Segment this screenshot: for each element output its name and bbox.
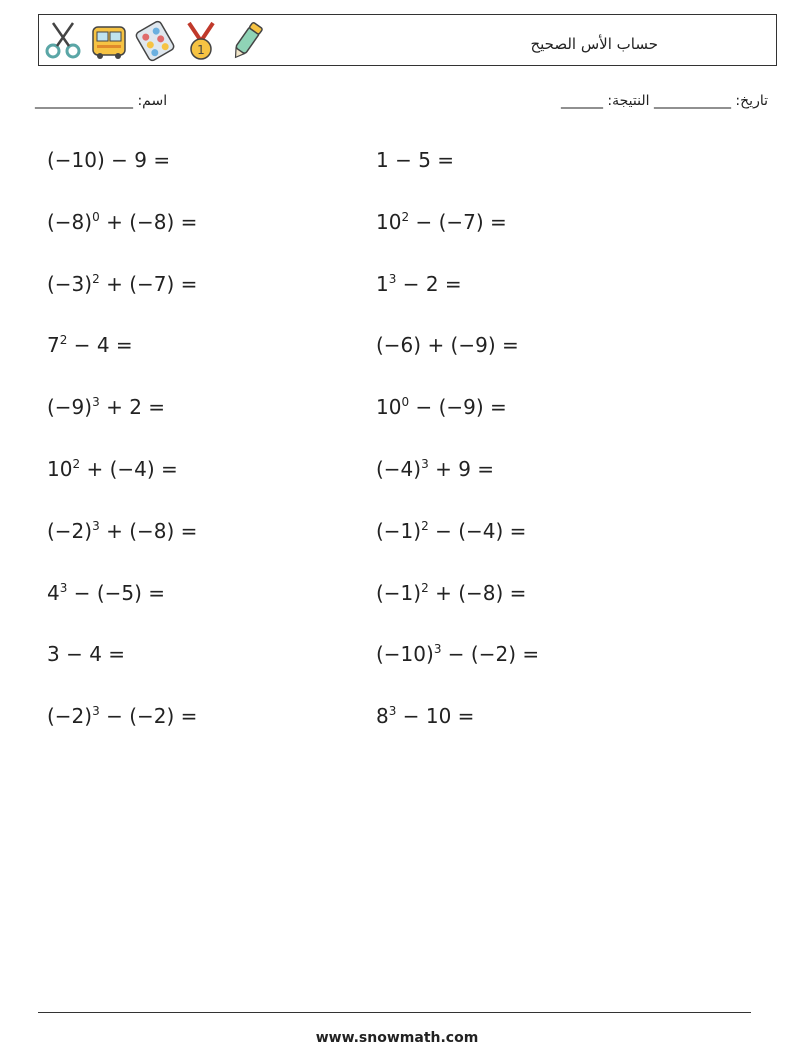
problem-right-9 xyxy=(376,642,539,666)
problem-exponent: 0 xyxy=(401,395,410,410)
problem-rest: + (−8) = xyxy=(428,580,527,605)
date-score-field: ______ :تاريخ: ___________ النتيجة xyxy=(560,93,768,109)
name-field: ______________ :اسم xyxy=(35,93,168,109)
problem-left-3 xyxy=(47,272,197,296)
problem-exponent: 2 xyxy=(72,457,81,471)
problem-base: (−10) − 9 = xyxy=(47,148,171,172)
header-icons xyxy=(43,19,267,63)
problem-rest: + (−7) = xyxy=(99,271,198,296)
problem-left-7 xyxy=(47,519,197,543)
problem-base: 7 xyxy=(47,333,60,358)
problem-left-1 xyxy=(47,148,170,172)
problem-rest: − 10 = xyxy=(396,704,475,729)
problem-base: (−2) xyxy=(47,518,93,543)
problem-right-4 xyxy=(376,333,519,357)
problem-rest: + (−8) = xyxy=(99,209,198,234)
problem-base: (−8) xyxy=(47,209,93,234)
problem-left-8 xyxy=(47,581,165,605)
marker-icon xyxy=(227,19,267,63)
worksheet-header xyxy=(38,14,777,66)
problem-right-7 xyxy=(376,519,526,543)
footer-url: www.snowmath.com xyxy=(315,1030,479,1046)
problem-exponent: 2 xyxy=(421,580,429,595)
problem-exponent: 2 xyxy=(401,209,410,224)
svg-text:1: 1 xyxy=(197,43,205,57)
problem-rest: + 9 = xyxy=(428,457,495,481)
problem-exponent: 0 xyxy=(92,209,100,224)
problem-rest: − (−2) = xyxy=(441,642,540,667)
problem-rest: − (−7) = xyxy=(409,209,507,234)
problem-base: 4 xyxy=(47,580,60,605)
problem-exponent: 3 xyxy=(433,642,442,657)
problem-exponent: 2 xyxy=(421,518,429,533)
footer-divider xyxy=(38,1012,751,1013)
problem-base: (−10) xyxy=(376,642,434,667)
problem-rest: − 4 = xyxy=(67,333,133,358)
problem-exponent: 2 xyxy=(59,333,68,348)
problem-exponent: 3 xyxy=(92,395,100,410)
medal-icon xyxy=(181,19,221,63)
problem-right-2 xyxy=(376,210,507,234)
problem-base: 1 − 5 = xyxy=(376,148,455,172)
problem-base: (−1) xyxy=(376,518,422,543)
worksheet-title: حساب الأس الصحيح xyxy=(530,35,658,53)
problem-left-4 xyxy=(47,333,133,357)
problem-base: 3 − 4 = xyxy=(47,642,126,667)
problem-base: 8 xyxy=(376,704,389,729)
problem-rest: + (−4) = xyxy=(80,457,178,481)
problem-right-8 xyxy=(376,581,526,605)
problem-rest: + (−8) = xyxy=(99,518,198,543)
problem-base: (−9) xyxy=(47,395,93,420)
problem-right-6 xyxy=(376,457,494,481)
problem-exponent: 3 xyxy=(92,704,100,719)
problem-left-5 xyxy=(47,395,165,419)
problem-base: 10 xyxy=(376,395,402,420)
problem-rest: − 2 = xyxy=(396,271,462,296)
school-bus-icon xyxy=(89,19,129,63)
problem-right-3 xyxy=(376,272,462,296)
problem-exponent: 3 xyxy=(421,457,429,471)
problem-exponent: 3 xyxy=(59,580,68,595)
problem-rest: − (−9) = xyxy=(409,395,507,420)
problem-exponent: 3 xyxy=(388,704,397,719)
problem-exponent: 3 xyxy=(92,518,100,533)
problem-exponent: 2 xyxy=(92,271,100,286)
problem-left-10 xyxy=(47,704,197,728)
problem-left-2 xyxy=(47,210,197,234)
problem-base: (−2) xyxy=(47,704,93,729)
problem-exponent: 3 xyxy=(388,271,397,286)
problem-base: 10 xyxy=(376,209,402,234)
problem-base: (−6) + (−9) = xyxy=(376,333,519,358)
problem-base: 10 xyxy=(47,457,73,481)
problem-base: (−1) xyxy=(376,580,422,605)
problem-rest: − (−2) = xyxy=(99,704,198,729)
pill-pack-icon xyxy=(135,19,175,63)
problem-left-9 xyxy=(47,642,125,666)
scissors-icon xyxy=(43,19,83,63)
problem-base: 1 xyxy=(376,271,389,296)
problem-rest: + 2 = xyxy=(99,395,166,420)
problem-left-6 xyxy=(47,457,178,481)
problem-rest: − (−5) = xyxy=(67,580,166,605)
problem-right-1 xyxy=(376,148,454,172)
problem-rest: − (−4) = xyxy=(428,518,527,543)
problem-right-10 xyxy=(376,704,474,728)
problem-base: (−4) xyxy=(376,457,422,481)
problem-base: (−3) xyxy=(47,271,93,296)
problem-right-5 xyxy=(376,395,507,419)
